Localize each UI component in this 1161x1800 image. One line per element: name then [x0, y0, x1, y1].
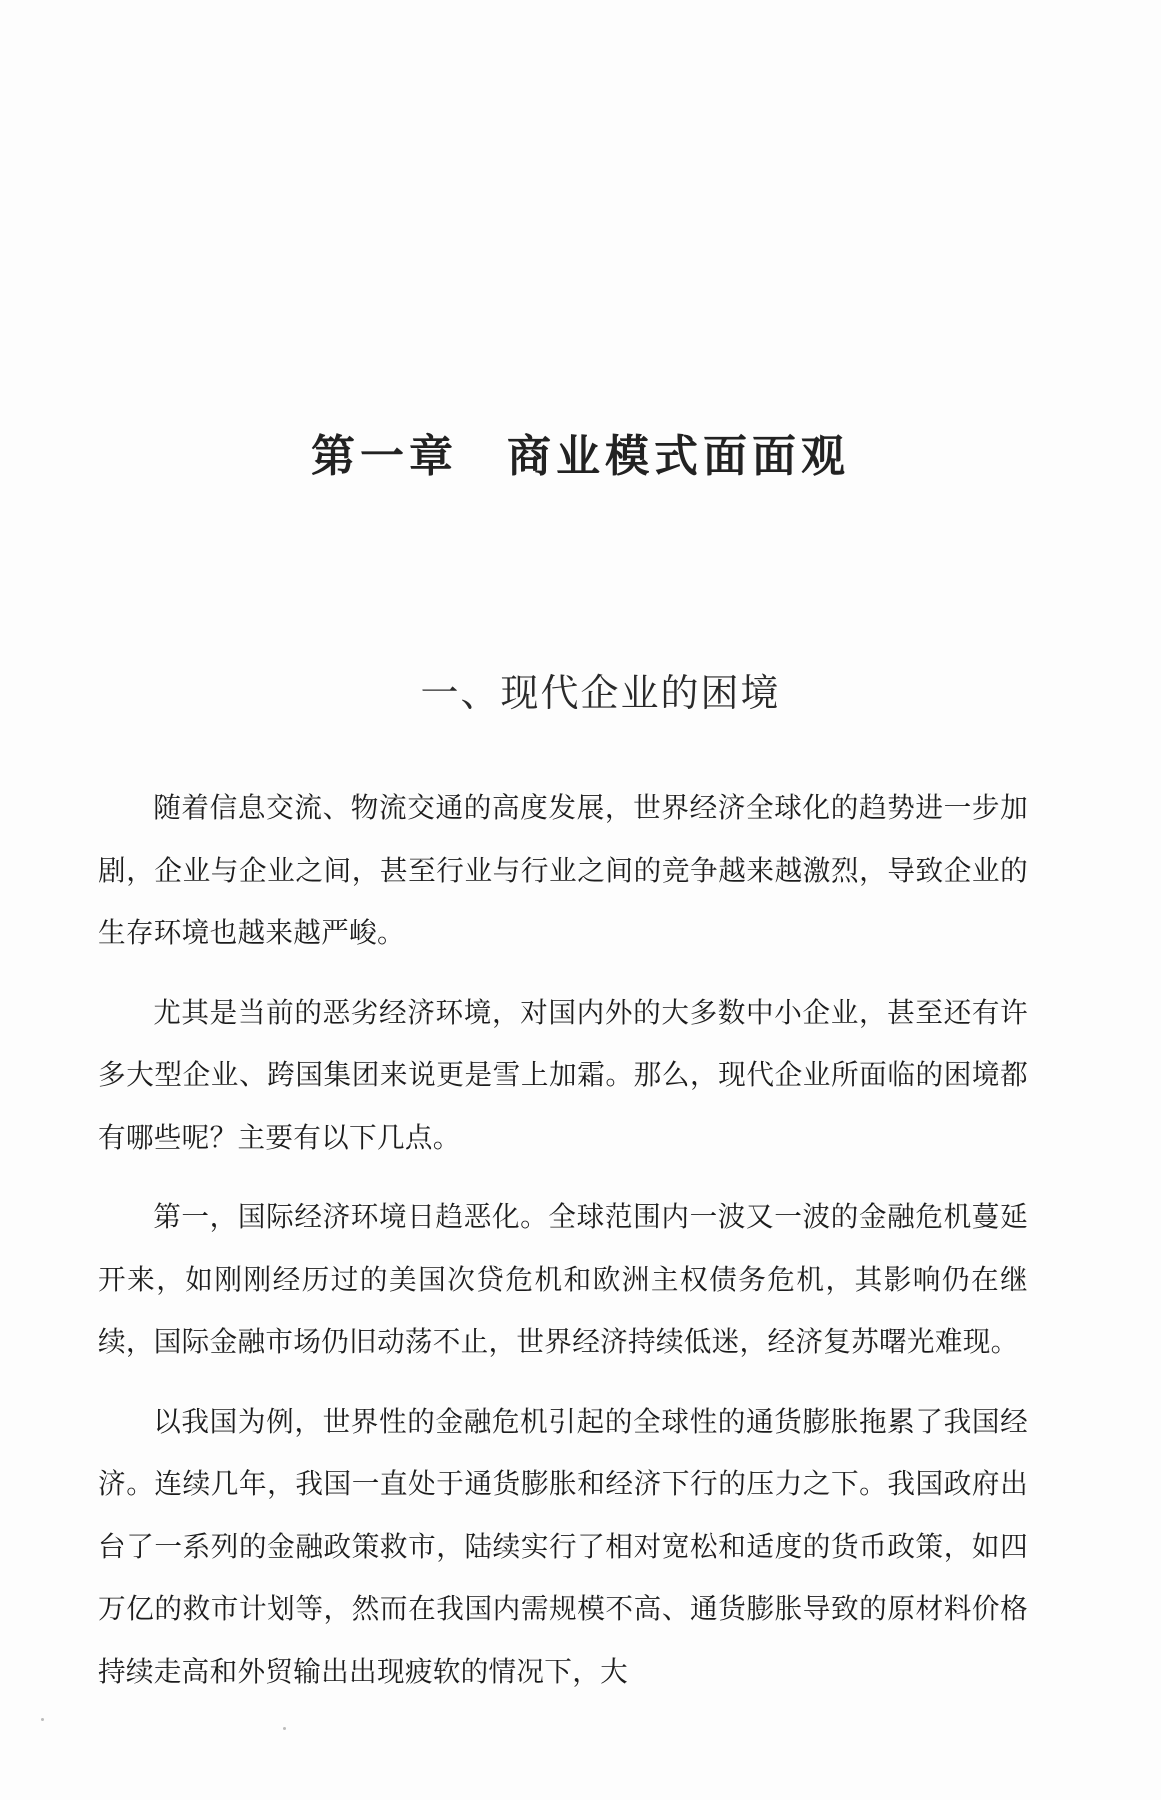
chapter-title: 第一章 商业模式面面观 — [311, 431, 850, 482]
paragraph-4: 以我国为例，世界性的金融危机引起的全球性的通货膨胀拖累了我国经济。连续几年，我国一直处于通货膨胀和经济下行的压力之下。我国政府出台了一系列的金融政策救市，陆续实行了相对宽松和适度的货币政策，如四万亿的救市计划等，然而在我国内需规模不高、通货膨胀导致的原材料价格持续走高和外贸输出出现疲软的情况下，大 — [98, 1404, 1028, 1688]
section-title: 一、现代企业的困境 — [420, 671, 781, 715]
paragraph-2: 尤其是当前的恶劣经济环境，对国内外的大多数中小企业，甚至还有许多大型企业、跨国集团来说更是雪上加霜。那么，现代企业所面临的困境都有哪些呢？主要有以下几点。 — [98, 995, 1028, 1154]
scan-speck — [41, 1718, 44, 1721]
paragraph-1: 随着信息交流、物流交通的高度发展，世界经济全球化的趋势进一步加剧，企业与企业之间，甚至行业与行业之间的竞争越来越激烈，导致企业的生存环境也越来越严峻。 — [98, 791, 1028, 949]
paragraph-3: 第一，国际经济环境日趋恶化。全球范围内一波又一波的金融危机蔓延开来，如刚刚经历过的美国次贷危机和欧洲主权债务危机，其影响仍在继续，国际金融市场仍旧动荡不止，世界经济持续低迷，经济复苏曙光难现。 — [98, 1200, 1028, 1358]
body-text — [98, 777, 1028, 1720]
scan-speck — [283, 1727, 286, 1730]
